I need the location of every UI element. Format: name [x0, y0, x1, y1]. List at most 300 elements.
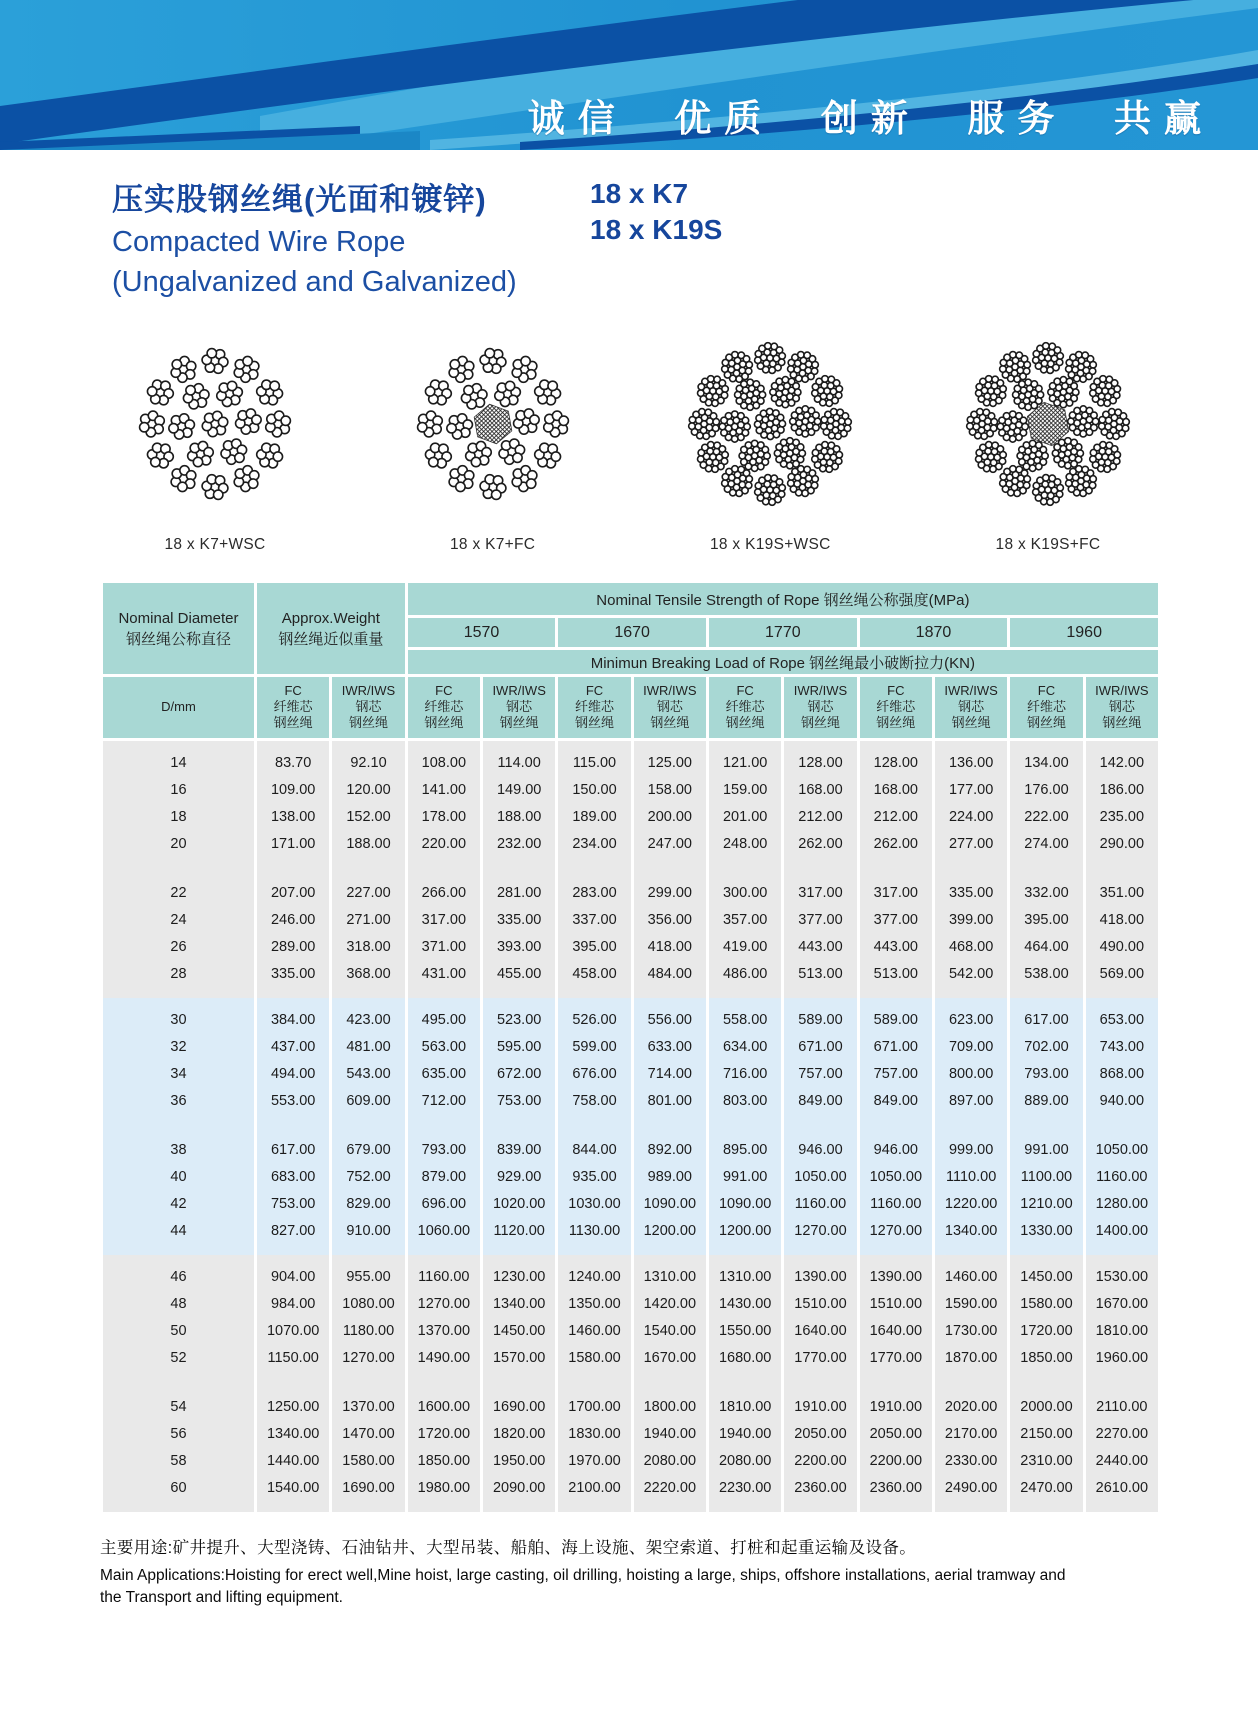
cell-diameter: 44	[102, 1217, 256, 1244]
spacer-cell	[1084, 1501, 1159, 1512]
cell-value: 1460.00	[557, 1317, 632, 1344]
cell-value: 1440.00	[256, 1447, 331, 1474]
spacer-cell	[1009, 740, 1084, 750]
spacer-cell	[1009, 987, 1084, 998]
diagram-caption: 18 x K7+FC	[450, 536, 536, 553]
cell-value: 910.00	[331, 1217, 406, 1244]
cell-value: 633.00	[632, 1033, 707, 1060]
rope-code-18xK7: 18 x K7	[590, 178, 689, 209]
spacer-cell	[256, 857, 331, 879]
cell-value: 2000.00	[1009, 1393, 1084, 1420]
spacer-cell	[1084, 857, 1159, 879]
spacer-cell	[858, 1371, 933, 1393]
spacer-cell	[858, 1114, 933, 1136]
cell-value: 1810.00	[1084, 1317, 1159, 1344]
cell-value: 984.00	[256, 1290, 331, 1317]
cell-value: 168.00	[783, 776, 858, 803]
spacer-cell	[256, 1114, 331, 1136]
spacer-row	[102, 1114, 1160, 1136]
cell-value: 1730.00	[933, 1317, 1008, 1344]
spacer-cell	[933, 857, 1008, 879]
cell-value: 2050.00	[783, 1420, 858, 1447]
cell-value: 1060.00	[406, 1217, 481, 1244]
cell-value: 2360.00	[783, 1474, 858, 1501]
rope-cross-section-diagram	[124, 338, 306, 510]
cell-value: 200.00	[632, 803, 707, 830]
spacer-cell	[557, 740, 632, 750]
header-d-mm: D/mm	[102, 676, 256, 740]
cell-value: 1120.00	[482, 1217, 557, 1244]
cell-value: 1270.00	[406, 1290, 481, 1317]
spacer-cell	[557, 1114, 632, 1136]
spacer-cell	[557, 987, 632, 998]
header-fc-core: FC 纤维芯 钢丝绳	[858, 676, 933, 740]
spacer-cell	[482, 740, 557, 750]
cell-value: 1160.00	[783, 1190, 858, 1217]
cell-value: 262.00	[783, 830, 858, 857]
spacer-cell	[256, 1244, 331, 1255]
cell-value: 623.00	[933, 1006, 1008, 1033]
cell-value: 1670.00	[632, 1344, 707, 1371]
spacer-cell	[858, 987, 933, 998]
cell-value: 671.00	[858, 1033, 933, 1060]
spacer-cell	[858, 1244, 933, 1255]
cell-value: 443.00	[858, 933, 933, 960]
cell-value: 1830.00	[557, 1420, 632, 1447]
spacer-cell	[783, 857, 858, 879]
spacer-cell	[102, 987, 256, 998]
header-strength-1960: 1960	[1009, 617, 1160, 649]
cell-value: 220.00	[406, 830, 481, 857]
spacer-cell	[102, 1501, 256, 1512]
cell-value: 495.00	[406, 1006, 481, 1033]
cell-value: 247.00	[632, 830, 707, 857]
cell-value: 589.00	[858, 1006, 933, 1033]
cell-value: 1160.00	[858, 1190, 933, 1217]
table-row	[102, 879, 1160, 906]
cell-diameter: 56	[102, 1420, 256, 1447]
cell-value: 115.00	[557, 749, 632, 776]
cell-value: 2270.00	[1084, 1420, 1159, 1447]
table-row	[102, 1006, 1160, 1033]
cell-value: 671.00	[783, 1033, 858, 1060]
cell-value: 1330.00	[1009, 1217, 1084, 1244]
spacer-cell	[632, 998, 707, 1006]
spacer-row	[102, 998, 1160, 1006]
cell-diameter: 48	[102, 1290, 256, 1317]
spacer-cell	[102, 1371, 256, 1393]
cell-value: 108.00	[406, 749, 481, 776]
cell-value: 332.00	[1009, 879, 1084, 906]
spacer-cell	[482, 1501, 557, 1512]
cell-value: 1700.00	[557, 1393, 632, 1420]
cell-value: 1240.00	[557, 1263, 632, 1290]
cell-value: 897.00	[933, 1087, 1008, 1114]
cell-value: 2170.00	[933, 1420, 1008, 1447]
table-row	[102, 749, 1160, 776]
cell-value: 1940.00	[707, 1420, 782, 1447]
cell-value: 168.00	[858, 776, 933, 803]
cell-value: 839.00	[482, 1136, 557, 1163]
cell-value: 712.00	[406, 1087, 481, 1114]
header-iwr-core: IWR/IWS 钢芯 钢丝绳	[1084, 676, 1159, 740]
cell-value: 1230.00	[482, 1263, 557, 1290]
spacer-cell	[933, 1114, 1008, 1136]
applications-zh: 主要用途:矿井提升、大型浇铸、石油钻井、大型吊装、船舶、海上设施、架空索道、打桩和起重运输及设备。	[100, 1539, 917, 1557]
spacer-cell	[707, 740, 782, 750]
cell-value: 186.00	[1084, 776, 1159, 803]
title-block	[112, 174, 1258, 312]
cell-value: 1720.00	[406, 1420, 481, 1447]
cell-value: 290.00	[1084, 830, 1159, 857]
cell-value: 1910.00	[858, 1393, 933, 1420]
cell-value: 849.00	[858, 1087, 933, 1114]
cell-value: 1250.00	[256, 1393, 331, 1420]
spacer-cell	[406, 1244, 481, 1255]
spacer-cell	[783, 1371, 858, 1393]
cell-value: 1720.00	[1009, 1317, 1084, 1344]
cell-value: 125.00	[632, 749, 707, 776]
spacer-cell	[933, 998, 1008, 1006]
table-row	[102, 830, 1160, 857]
spacer-cell	[632, 1244, 707, 1255]
cell-value: 929.00	[482, 1163, 557, 1190]
spacer-row	[102, 1255, 1160, 1263]
cell-value: 1640.00	[783, 1317, 858, 1344]
cell-value: 1910.00	[783, 1393, 858, 1420]
cell-value: 1270.00	[783, 1217, 858, 1244]
spacer-cell	[482, 1244, 557, 1255]
cell-value: 1510.00	[858, 1290, 933, 1317]
spacer-cell	[1084, 1371, 1159, 1393]
spacer-cell	[632, 1255, 707, 1263]
cell-value: 1510.00	[783, 1290, 858, 1317]
header-strength-1770: 1770	[707, 617, 858, 649]
cell-value: 889.00	[1009, 1087, 1084, 1114]
cell-value: 317.00	[858, 879, 933, 906]
cell-value: 1950.00	[482, 1447, 557, 1474]
cell-value: 371.00	[406, 933, 481, 960]
cell-value: 1470.00	[331, 1420, 406, 1447]
cell-value: 999.00	[933, 1136, 1008, 1163]
cell-value: 1390.00	[858, 1263, 933, 1290]
cell-value: 526.00	[557, 1006, 632, 1033]
header-strength-1670: 1670	[557, 617, 708, 649]
cell-value: 212.00	[783, 803, 858, 830]
cell-value: 1110.00	[933, 1163, 1008, 1190]
cell-value: 399.00	[933, 906, 1008, 933]
cell-value: 1340.00	[933, 1217, 1008, 1244]
spacer-cell	[632, 740, 707, 750]
cell-value: 481.00	[331, 1033, 406, 1060]
cell-value: 419.00	[707, 933, 782, 960]
cell-value: 235.00	[1084, 803, 1159, 830]
spacer-cell	[406, 740, 481, 750]
spacer-cell	[1009, 998, 1084, 1006]
cell-value: 271.00	[331, 906, 406, 933]
cell-value: 2200.00	[858, 1447, 933, 1474]
rope-cross-section-diagram	[402, 338, 584, 510]
cell-value: 207.00	[256, 879, 331, 906]
cell-value: 1160.00	[1084, 1163, 1159, 1190]
table-row	[102, 1447, 1160, 1474]
cell-value: 991.00	[707, 1163, 782, 1190]
spacer-cell	[1084, 740, 1159, 750]
header-iwr-core: IWR/IWS 钢芯 钢丝绳	[783, 676, 858, 740]
header-iwr-core: IWR/IWS 钢芯 钢丝绳	[632, 676, 707, 740]
spacer-row	[102, 1501, 1160, 1512]
header-fc-core: FC 纤维芯 钢丝绳	[557, 676, 632, 740]
spacer-row	[102, 987, 1160, 998]
cell-value: 1540.00	[256, 1474, 331, 1501]
cell-value: 464.00	[1009, 933, 1084, 960]
cell-value: 1050.00	[1084, 1136, 1159, 1163]
cell-value: 946.00	[858, 1136, 933, 1163]
cell-value: 1820.00	[482, 1420, 557, 1447]
cell-value: 868.00	[1084, 1060, 1159, 1087]
spacer-cell	[406, 1501, 481, 1512]
cell-value: 377.00	[858, 906, 933, 933]
cell-value: 753.00	[256, 1190, 331, 1217]
cell-value: 757.00	[783, 1060, 858, 1087]
cell-value: 490.00	[1084, 933, 1159, 960]
diagram-caption: 18 x K7+WSC	[164, 536, 266, 553]
spacer-cell	[256, 740, 331, 750]
cell-value: 2150.00	[1009, 1420, 1084, 1447]
spacer-cell	[858, 998, 933, 1006]
table-row	[102, 803, 1160, 830]
cell-value: 2080.00	[707, 1447, 782, 1474]
header-iwr-core: IWR/IWS 钢芯 钢丝绳	[331, 676, 406, 740]
cell-value: 829.00	[331, 1190, 406, 1217]
cell-value: 1200.00	[707, 1217, 782, 1244]
cell-value: 377.00	[783, 906, 858, 933]
header-fc-core: FC 纤维芯 钢丝绳	[256, 676, 331, 740]
cell-diameter: 54	[102, 1393, 256, 1420]
cell-value: 149.00	[482, 776, 557, 803]
cell-value: 513.00	[858, 960, 933, 987]
spec-table	[100, 580, 1161, 1512]
spacer-cell	[1009, 857, 1084, 879]
banner-slogan: 诚信 优质 创新 服务 共赢	[527, 98, 1214, 139]
spacer-cell	[783, 987, 858, 998]
cell-value: 892.00	[632, 1136, 707, 1163]
cell-value: 617.00	[256, 1136, 331, 1163]
cell-value: 2230.00	[707, 1474, 782, 1501]
cell-diameter: 40	[102, 1163, 256, 1190]
cell-value: 696.00	[406, 1190, 481, 1217]
spacer-cell	[933, 740, 1008, 750]
spacer-cell	[256, 1501, 331, 1512]
spacer-cell	[331, 1501, 406, 1512]
cell-value: 1490.00	[406, 1344, 481, 1371]
rope-cross-section-diagram	[957, 338, 1139, 510]
cell-value: 589.00	[783, 1006, 858, 1033]
cell-value: 2110.00	[1084, 1393, 1159, 1420]
spacer-row	[102, 1371, 1160, 1393]
cell-value: 879.00	[406, 1163, 481, 1190]
cell-value: 178.00	[406, 803, 481, 830]
cell-value: 1160.00	[406, 1263, 481, 1290]
cell-value: 1030.00	[557, 1190, 632, 1217]
cell-value: 1540.00	[632, 1317, 707, 1344]
cell-value: 176.00	[1009, 776, 1084, 803]
spacer-cell	[707, 998, 782, 1006]
cell-diameter: 22	[102, 879, 256, 906]
cell-value: 1980.00	[406, 1474, 481, 1501]
row-group-gray	[102, 1255, 1160, 1512]
cell-value: 1070.00	[256, 1317, 331, 1344]
cell-value: 152.00	[331, 803, 406, 830]
spacer-cell	[406, 857, 481, 879]
cell-value: 1810.00	[707, 1393, 782, 1420]
cell-value: 2220.00	[632, 1474, 707, 1501]
cell-value: 1690.00	[482, 1393, 557, 1420]
cell-value: 946.00	[783, 1136, 858, 1163]
cell-value: 1100.00	[1009, 1163, 1084, 1190]
cell-value: 1580.00	[1009, 1290, 1084, 1317]
spacer-cell	[102, 1255, 256, 1263]
spacer-cell	[256, 998, 331, 1006]
spacer-cell	[632, 1371, 707, 1393]
spacer-cell	[783, 998, 858, 1006]
cell-value: 484.00	[632, 960, 707, 987]
cell-value: 136.00	[933, 749, 1008, 776]
rope-construction-codes	[590, 176, 722, 249]
cell-value: 1850.00	[406, 1447, 481, 1474]
cell-value: 1020.00	[482, 1190, 557, 1217]
spacer-cell	[102, 998, 256, 1006]
spacer-cell	[933, 1501, 1008, 1512]
cell-value: 171.00	[256, 830, 331, 857]
cell-value: 1450.00	[482, 1317, 557, 1344]
cell-value: 1280.00	[1084, 1190, 1159, 1217]
spacer-cell	[482, 1255, 557, 1263]
cell-value: 212.00	[858, 803, 933, 830]
spacer-cell	[557, 857, 632, 879]
cell-value: 1680.00	[707, 1344, 782, 1371]
cell-value: 418.00	[1084, 906, 1159, 933]
spacer-cell	[632, 1501, 707, 1512]
spacer-cell	[1084, 1244, 1159, 1255]
spacer-cell	[858, 1501, 933, 1512]
cell-value: 1270.00	[331, 1344, 406, 1371]
row-group-gray	[102, 740, 1160, 999]
table-row	[102, 776, 1160, 803]
cell-diameter: 20	[102, 830, 256, 857]
spacer-cell	[406, 1114, 481, 1136]
cell-value: 335.00	[933, 879, 1008, 906]
cell-value: 395.00	[1009, 906, 1084, 933]
spacer-cell	[632, 857, 707, 879]
cell-value: 653.00	[1084, 1006, 1159, 1033]
spacer-cell	[1009, 1371, 1084, 1393]
cell-value: 1090.00	[632, 1190, 707, 1217]
cell-value: 800.00	[933, 1060, 1008, 1087]
cell-diameter: 36	[102, 1087, 256, 1114]
cell-value: 1180.00	[331, 1317, 406, 1344]
cell-diameter: 30	[102, 1006, 256, 1033]
cell-value: 455.00	[482, 960, 557, 987]
cell-value: 289.00	[256, 933, 331, 960]
cell-diameter: 58	[102, 1447, 256, 1474]
cell-value: 935.00	[557, 1163, 632, 1190]
spacer-cell	[256, 1371, 331, 1393]
spacer-cell	[557, 1244, 632, 1255]
cell-value: 1580.00	[557, 1344, 632, 1371]
cell-value: 1270.00	[858, 1217, 933, 1244]
cell-diameter: 32	[102, 1033, 256, 1060]
cell-value: 177.00	[933, 776, 1008, 803]
cell-value: 1670.00	[1084, 1290, 1159, 1317]
spacer-cell	[482, 1371, 557, 1393]
header-strength-1870: 1870	[858, 617, 1009, 649]
spacer-cell	[933, 1371, 1008, 1393]
cell-diameter: 28	[102, 960, 256, 987]
table-row	[102, 1393, 1160, 1420]
cell-value: 1570.00	[482, 1344, 557, 1371]
cell-value: 1850.00	[1009, 1344, 1084, 1371]
cell-value: 556.00	[632, 1006, 707, 1033]
cell-value: 1370.00	[331, 1393, 406, 1420]
cell-value: 844.00	[557, 1136, 632, 1163]
cell-value: 189.00	[557, 803, 632, 830]
cell-diameter: 46	[102, 1263, 256, 1290]
header-fc-core: FC 纤维芯 钢丝绳	[406, 676, 481, 740]
cell-value: 801.00	[632, 1087, 707, 1114]
spacer-cell	[256, 987, 331, 998]
spacer-cell	[1009, 1501, 1084, 1512]
cell-value: 300.00	[707, 879, 782, 906]
page-footer	[100, 1534, 1198, 1610]
cell-diameter: 14	[102, 749, 256, 776]
spacer-cell	[406, 987, 481, 998]
cell-value: 1940.00	[632, 1420, 707, 1447]
cell-value: 1200.00	[632, 1217, 707, 1244]
diagram-caption: 18 x K19S+WSC	[709, 536, 831, 553]
table-row	[102, 1420, 1160, 1447]
cell-value: 803.00	[707, 1087, 782, 1114]
spacer-cell	[933, 987, 1008, 998]
cell-value: 1770.00	[858, 1344, 933, 1371]
cell-value: 222.00	[1009, 803, 1084, 830]
cell-value: 2330.00	[933, 1447, 1008, 1474]
cell-value: 458.00	[557, 960, 632, 987]
cell-value: 158.00	[632, 776, 707, 803]
cell-value: 752.00	[331, 1163, 406, 1190]
table-row	[102, 1033, 1160, 1060]
cell-value: 743.00	[1084, 1033, 1159, 1060]
cell-value: 635.00	[406, 1060, 481, 1087]
cell-value: 443.00	[783, 933, 858, 960]
cell-value: 159.00	[707, 776, 782, 803]
cell-value: 468.00	[933, 933, 1008, 960]
cell-value: 224.00	[933, 803, 1008, 830]
spacer-cell	[331, 1255, 406, 1263]
spacer-cell	[102, 1244, 256, 1255]
applications-en-line2: the Transport and lifting equipment.	[100, 1589, 343, 1607]
cell-value: 558.00	[707, 1006, 782, 1033]
spacer-cell	[707, 1114, 782, 1136]
table-row	[102, 1217, 1160, 1244]
cell-value: 120.00	[331, 776, 406, 803]
cell-value: 1050.00	[858, 1163, 933, 1190]
cell-value: 904.00	[256, 1263, 331, 1290]
cell-value: 543.00	[331, 1060, 406, 1087]
cell-value: 1870.00	[933, 1344, 1008, 1371]
cell-value: 1390.00	[783, 1263, 858, 1290]
spacer-cell	[1084, 987, 1159, 998]
